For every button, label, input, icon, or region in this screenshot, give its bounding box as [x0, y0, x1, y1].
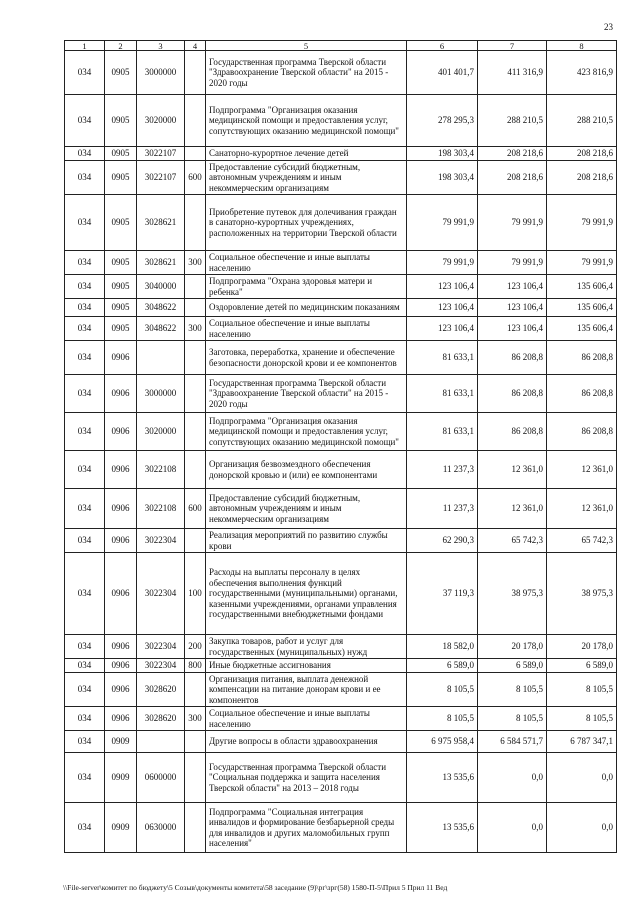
target-article-cell: 3022304: [137, 529, 185, 553]
table-row: [65, 299, 617, 317]
table-row: [65, 672, 617, 707]
admin-code-cell: 034: [65, 147, 105, 161]
amount-year-3-cell: 12 361,0: [547, 489, 617, 529]
item-name-cell: Социальное обеспечение и иные выплаты населению: [206, 707, 407, 731]
target-article-cell: 3022107: [137, 160, 185, 195]
amount-year-3-cell: 288 210,5: [547, 95, 617, 147]
expense-type-cell: 600: [185, 160, 206, 195]
table-row: [65, 731, 617, 753]
item-name-cell: Предоставление субсидий бюджетным, автономным учреждениям и иным некоммерческим организациям: [206, 160, 407, 195]
file-path-footer: \\File-server\комитет по бюджету\5 Созыв\документы комитета\58 заседание (9)\рг\зрг(58) 1580-П-5\Прил 5 Прил 11 Вед: [63, 883, 448, 892]
amount-year-2-cell: 0,0: [478, 803, 547, 853]
target-article-cell: 0600000: [137, 753, 185, 803]
section-code-cell: 0906: [105, 672, 137, 707]
amount-year-3-cell: 12 361,0: [547, 451, 617, 489]
column-header: 6: [407, 41, 478, 51]
amount-year-2-cell: 288 210,5: [478, 95, 547, 147]
target-article-cell: 3028621: [137, 251, 185, 275]
table-row: [65, 160, 617, 195]
table-row: [65, 147, 617, 161]
admin-code-cell: 034: [65, 672, 105, 707]
table-row: [65, 553, 617, 635]
admin-code-cell: 034: [65, 529, 105, 553]
expense-type-cell: 300: [185, 317, 206, 341]
section-code-cell: 0905: [105, 51, 137, 95]
item-name-cell: Подпрограмма "Организация оказания медицинской помощи и предоставления услуг, сопутствующих оказанию медицинской помощи": [206, 413, 407, 451]
amount-year-3-cell: 79 991,9: [547, 195, 617, 251]
target-article-cell: 3048622: [137, 299, 185, 317]
admin-code-cell: 034: [65, 753, 105, 803]
expense-type-cell: [185, 147, 206, 161]
amount-year-2-cell: 79 991,9: [478, 195, 547, 251]
table-row: [65, 317, 617, 341]
admin-code-cell: 034: [65, 251, 105, 275]
amount-year-1-cell: 13 535,6: [407, 803, 478, 853]
target-article-cell: 3028621: [137, 195, 185, 251]
budget-table: [64, 40, 617, 853]
target-article-cell: 3022304: [137, 553, 185, 635]
column-header: 4: [185, 41, 206, 51]
column-header: 1: [65, 41, 105, 51]
item-name-cell: Другие вопросы в области здравоохранения: [206, 731, 407, 753]
amount-year-2-cell: 0,0: [478, 753, 547, 803]
expense-type-cell: [185, 275, 206, 299]
amount-year-1-cell: 11 237,3: [407, 489, 478, 529]
amount-year-3-cell: 135 606,4: [547, 299, 617, 317]
amount-year-1-cell: 8 105,5: [407, 672, 478, 707]
admin-code-cell: 034: [65, 413, 105, 451]
section-code-cell: 0905: [105, 160, 137, 195]
item-name-cell: Заготовка, переработка, хранение и обеспечение безопасности донорской крови и ее компонентов: [206, 341, 407, 375]
column-header: 8: [547, 41, 617, 51]
amount-year-3-cell: 20 178,0: [547, 635, 617, 659]
amount-year-2-cell: 20 178,0: [478, 635, 547, 659]
amount-year-1-cell: 198 303,4: [407, 160, 478, 195]
amount-year-1-cell: 123 106,4: [407, 317, 478, 341]
section-code-cell: 0906: [105, 451, 137, 489]
amount-year-1-cell: 123 106,4: [407, 275, 478, 299]
section-code-cell: 0905: [105, 251, 137, 275]
amount-year-3-cell: 65 742,3: [547, 529, 617, 553]
amount-year-3-cell: 86 208,8: [547, 413, 617, 451]
target-article-cell: 3048622: [137, 317, 185, 341]
amount-year-3-cell: 208 218,6: [547, 147, 617, 161]
amount-year-2-cell: 8 105,5: [478, 672, 547, 707]
target-article-cell: 3020000: [137, 413, 185, 451]
admin-code-cell: 034: [65, 451, 105, 489]
amount-year-3-cell: 38 975,3: [547, 553, 617, 635]
amount-year-2-cell: 12 361,0: [478, 451, 547, 489]
target-article-cell: 3022304: [137, 659, 185, 673]
section-code-cell: 0906: [105, 341, 137, 375]
amount-year-1-cell: 278 295,3: [407, 95, 478, 147]
expense-type-cell: [185, 451, 206, 489]
section-code-cell: 0905: [105, 95, 137, 147]
amount-year-2-cell: 6 589,0: [478, 659, 547, 673]
target-article-cell: 3000000: [137, 375, 185, 413]
table-row: [65, 275, 617, 299]
amount-year-1-cell: 79 991,9: [407, 195, 478, 251]
section-code-cell: 0906: [105, 707, 137, 731]
amount-year-1-cell: 198 303,4: [407, 147, 478, 161]
section-code-cell: 0905: [105, 275, 137, 299]
table-row: [65, 529, 617, 553]
expense-type-cell: [185, 51, 206, 95]
amount-year-2-cell: 123 106,4: [478, 275, 547, 299]
table-row: [65, 753, 617, 803]
expense-type-cell: 800: [185, 659, 206, 673]
amount-year-2-cell: 8 105,5: [478, 707, 547, 731]
section-code-cell: 0906: [105, 529, 137, 553]
expense-type-cell: [185, 341, 206, 375]
section-code-cell: 0906: [105, 659, 137, 673]
admin-code-cell: 034: [65, 160, 105, 195]
table-row: [65, 251, 617, 275]
target-article-cell: 3000000: [137, 51, 185, 95]
admin-code-cell: 034: [65, 731, 105, 753]
item-name-cell: Государственная программа Тверской области "Здравоохранение Тверской области" на 2015 - 2020 годы: [206, 375, 407, 413]
amount-year-3-cell: 8 105,5: [547, 672, 617, 707]
table-row: [65, 195, 617, 251]
amount-year-1-cell: 81 633,1: [407, 413, 478, 451]
admin-code-cell: 034: [65, 659, 105, 673]
amount-year-2-cell: 38 975,3: [478, 553, 547, 635]
amount-year-1-cell: 8 105,5: [407, 707, 478, 731]
amount-year-1-cell: 11 237,3: [407, 451, 478, 489]
expense-type-cell: [185, 753, 206, 803]
amount-year-2-cell: 208 218,6: [478, 160, 547, 195]
amount-year-2-cell: 86 208,8: [478, 413, 547, 451]
expense-type-cell: [185, 731, 206, 753]
expense-type-cell: [185, 529, 206, 553]
section-code-cell: 0909: [105, 731, 137, 753]
item-name-cell: Государственная программа Тверской области "Здравоохранение Тверской области" на 2015 - 2020 годы: [206, 51, 407, 95]
item-name-cell: Приобретение путевок для долечивания граждан в санаторно-курортных учреждениях, расположенных на территории Тверской области: [206, 195, 407, 251]
admin-code-cell: 034: [65, 341, 105, 375]
page-number: 23: [604, 22, 613, 32]
table-row: [65, 707, 617, 731]
amount-year-2-cell: 86 208,8: [478, 341, 547, 375]
amount-year-1-cell: 81 633,1: [407, 375, 478, 413]
amount-year-2-cell: 208 218,6: [478, 147, 547, 161]
amount-year-3-cell: 8 105,5: [547, 707, 617, 731]
amount-year-3-cell: 86 208,8: [547, 375, 617, 413]
amount-year-2-cell: 123 106,4: [478, 317, 547, 341]
amount-year-1-cell: 401 401,7: [407, 51, 478, 95]
target-article-cell: [137, 731, 185, 753]
amount-year-3-cell: 135 606,4: [547, 317, 617, 341]
expense-type-cell: [185, 299, 206, 317]
item-name-cell: Социальное обеспечение и иные выплаты населению: [206, 251, 407, 275]
amount-year-2-cell: 123 106,4: [478, 299, 547, 317]
target-article-cell: 3028620: [137, 672, 185, 707]
column-header: 3: [137, 41, 185, 51]
column-header: 7: [478, 41, 547, 51]
section-code-cell: 0905: [105, 317, 137, 341]
amount-year-3-cell: 208 218,6: [547, 160, 617, 195]
expense-type-cell: 200: [185, 635, 206, 659]
item-name-cell: Организация безвозмездного обеспечения донорской кровью и (или) ее компонентами: [206, 451, 407, 489]
admin-code-cell: 034: [65, 275, 105, 299]
target-article-cell: 3028620: [137, 707, 185, 731]
section-code-cell: 0906: [105, 635, 137, 659]
admin-code-cell: 034: [65, 707, 105, 731]
header-row: [65, 41, 617, 51]
section-code-cell: 0909: [105, 753, 137, 803]
section-code-cell: 0906: [105, 413, 137, 451]
admin-code-cell: 034: [65, 635, 105, 659]
section-code-cell: 0905: [105, 195, 137, 251]
column-header: 5: [206, 41, 407, 51]
amount-year-1-cell: 6 975 958,4: [407, 731, 478, 753]
amount-year-3-cell: 135 606,4: [547, 275, 617, 299]
table-row: [65, 635, 617, 659]
admin-code-cell: 034: [65, 317, 105, 341]
expense-type-cell: [185, 95, 206, 147]
target-article-cell: [137, 341, 185, 375]
target-article-cell: 3022108: [137, 489, 185, 529]
admin-code-cell: 034: [65, 803, 105, 853]
item-name-cell: Организация питания, выплата денежной компенсации на питание донорам крови и ее компонентов: [206, 672, 407, 707]
amount-year-1-cell: 13 535,6: [407, 753, 478, 803]
table-row: [65, 375, 617, 413]
amount-year-3-cell: 0,0: [547, 753, 617, 803]
admin-code-cell: 034: [65, 51, 105, 95]
table-row: [65, 803, 617, 853]
amount-year-1-cell: 81 633,1: [407, 341, 478, 375]
admin-code-cell: 034: [65, 195, 105, 251]
amount-year-3-cell: 6 787 347,1: [547, 731, 617, 753]
expense-type-cell: 300: [185, 707, 206, 731]
amount-year-3-cell: 79 991,9: [547, 251, 617, 275]
target-article-cell: 0630000: [137, 803, 185, 853]
admin-code-cell: 034: [65, 375, 105, 413]
amount-year-3-cell: 0,0: [547, 803, 617, 853]
item-name-cell: Санаторно-курортное лечение детей: [206, 147, 407, 161]
item-name-cell: Иные бюджетные ассигнования: [206, 659, 407, 673]
expense-type-cell: [185, 413, 206, 451]
section-code-cell: 0909: [105, 803, 137, 853]
admin-code-cell: 034: [65, 95, 105, 147]
amount-year-2-cell: 12 361,0: [478, 489, 547, 529]
amount-year-1-cell: 123 106,4: [407, 299, 478, 317]
target-article-cell: 3022107: [137, 147, 185, 161]
table-row: [65, 95, 617, 147]
expense-type-cell: [185, 803, 206, 853]
amount-year-3-cell: 6 589,0: [547, 659, 617, 673]
amount-year-2-cell: 79 991,9: [478, 251, 547, 275]
column-header: 2: [105, 41, 137, 51]
section-code-cell: 0906: [105, 375, 137, 413]
item-name-cell: Подпрограмма "Социальная интеграция инвалидов и формирование безбарьерной среды для инвалидов и других маломобильных групп населения": [206, 803, 407, 853]
item-name-cell: Оздоровление детей по медицинским показаниям: [206, 299, 407, 317]
target-article-cell: 3020000: [137, 95, 185, 147]
table-row: [65, 51, 617, 95]
target-article-cell: 3022108: [137, 451, 185, 489]
amount-year-3-cell: 86 208,8: [547, 341, 617, 375]
amount-year-2-cell: 411 316,9: [478, 51, 547, 95]
target-article-cell: 3040000: [137, 275, 185, 299]
item-name-cell: Социальное обеспечение и иные выплаты населению: [206, 317, 407, 341]
amount-year-1-cell: 18 582,0: [407, 635, 478, 659]
amount-year-1-cell: 6 589,0: [407, 659, 478, 673]
table-row: [65, 659, 617, 673]
section-code-cell: 0906: [105, 553, 137, 635]
amount-year-1-cell: 62 290,3: [407, 529, 478, 553]
table-row: [65, 451, 617, 489]
item-name-cell: Расходы на выплаты персоналу в целях обеспечения выполнения функций государственными (муниципальными) органами, казенными учреждениями, органами управления государственными внебюджетными фондами: [206, 553, 407, 635]
admin-code-cell: 034: [65, 299, 105, 317]
expense-type-cell: [185, 195, 206, 251]
amount-year-2-cell: 65 742,3: [478, 529, 547, 553]
amount-year-3-cell: 423 816,9: [547, 51, 617, 95]
admin-code-cell: 034: [65, 489, 105, 529]
expense-type-cell: [185, 672, 206, 707]
section-code-cell: 0905: [105, 147, 137, 161]
table-row: [65, 489, 617, 529]
item-name-cell: Закупка товаров, работ и услуг для государственных (муниципальных) нужд: [206, 635, 407, 659]
expense-type-cell: 600: [185, 489, 206, 529]
table-row: [65, 413, 617, 451]
amount-year-2-cell: 6 584 571,7: [478, 731, 547, 753]
admin-code-cell: 034: [65, 553, 105, 635]
item-name-cell: Реализация мероприятий по развитию службы крови: [206, 529, 407, 553]
amount-year-1-cell: 37 119,3: [407, 553, 478, 635]
item-name-cell: Подпрограмма "Охрана здоровья матери и ребенка": [206, 275, 407, 299]
target-article-cell: 3022304: [137, 635, 185, 659]
section-code-cell: 0906: [105, 489, 137, 529]
item-name-cell: Государственная программа Тверской области "Социальная поддержка и защита населения Тверской области" на 2013 – 2018 годы: [206, 753, 407, 803]
expense-type-cell: [185, 375, 206, 413]
amount-year-1-cell: 79 991,9: [407, 251, 478, 275]
item-name-cell: Подпрограмма "Организация оказания медицинской помощи и предоставления услуг, сопутствующих оказанию медицинской помощи": [206, 95, 407, 147]
expense-type-cell: 300: [185, 251, 206, 275]
item-name-cell: Предоставление субсидий бюджетным, автономным учреждениям и иным некоммерческим организациям: [206, 489, 407, 529]
expense-type-cell: 100: [185, 553, 206, 635]
section-code-cell: 0905: [105, 299, 137, 317]
amount-year-2-cell: 86 208,8: [478, 375, 547, 413]
table-row: [65, 341, 617, 375]
